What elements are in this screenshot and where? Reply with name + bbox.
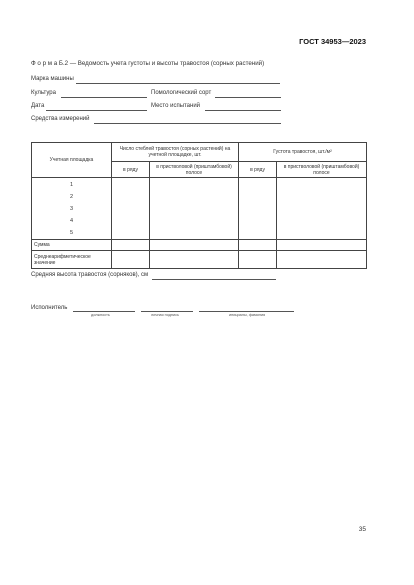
data-cell <box>112 240 150 251</box>
data-cell <box>277 178 367 240</box>
sub-header-zone: в пристволовой (приштамбовой) полосе <box>150 162 239 178</box>
signature-name-line <box>199 311 294 312</box>
field-crop-line <box>61 97 147 98</box>
plot-number: 3 <box>70 205 74 212</box>
data-cell <box>112 251 150 269</box>
field-place-line <box>205 110 281 111</box>
plot-number: 2 <box>70 193 74 200</box>
plot-number: 4 <box>70 217 74 224</box>
field-date-line <box>46 110 147 111</box>
plot-numbers-cell <box>32 178 112 240</box>
field-variety-line <box>215 97 281 98</box>
sub-header-row: в ряду <box>112 162 150 178</box>
field-place-label: Место испытаний <box>151 103 201 109</box>
field-machine-line <box>76 83 280 84</box>
data-cell <box>150 240 239 251</box>
signature-position-line <box>73 311 135 312</box>
data-cell <box>239 251 277 269</box>
density-height-table <box>31 142 367 269</box>
field-variety-label: Помологический сорт <box>151 90 212 96</box>
mean-row-label: Среднеарифметическое значение <box>32 251 112 269</box>
signature-sign-line <box>141 311 193 312</box>
data-cell <box>239 178 277 240</box>
data-cell <box>150 178 239 240</box>
signature-position-caption: должность <box>91 313 110 317</box>
field-tools-line <box>94 123 281 124</box>
data-cell <box>112 178 150 240</box>
field-tools-label: Средства измерений <box>31 116 90 122</box>
data-cell <box>277 240 367 251</box>
field-machine-label: Марка машины <box>31 76 74 82</box>
signature-label: Исполнитель <box>31 305 68 311</box>
page-number: 35 <box>358 526 366 533</box>
signature-sign-caption: личная подпись <box>151 313 179 317</box>
plot-number: 1 <box>70 181 74 188</box>
sub-header-zone-density: в пристволовой (приштамбовой) полосе <box>277 162 367 178</box>
standard-number: ГОСТ 34953—2023 <box>299 37 366 46</box>
form-title: Ф о р м а Б.2 — Ведомость учета густоты и высоты травостоя (сорных растений) <box>31 60 265 67</box>
sub-header-row-density: в ряду <box>239 162 277 178</box>
signature-name-caption: инициалы, фамилия <box>229 313 266 317</box>
col-header-count: Число стеблей травостоя (сорных растений) на учетной площадке, шт. <box>112 143 239 162</box>
col-header-plot: Учетная площадка <box>32 143 112 178</box>
col-header-density: Густота травостоя, шт./м² <box>239 143 367 162</box>
sum-row-label: Сумма <box>32 240 112 251</box>
plot-number: 5 <box>70 229 74 236</box>
field-date-label: Дата <box>31 103 45 109</box>
data-cell <box>277 251 367 269</box>
avg-height-line <box>152 279 276 280</box>
avg-height-label: Средняя высота травостоя (сорняков), см <box>31 272 149 278</box>
field-crop-label: Культура <box>31 90 56 96</box>
data-cell <box>150 251 239 269</box>
data-cell <box>239 240 277 251</box>
